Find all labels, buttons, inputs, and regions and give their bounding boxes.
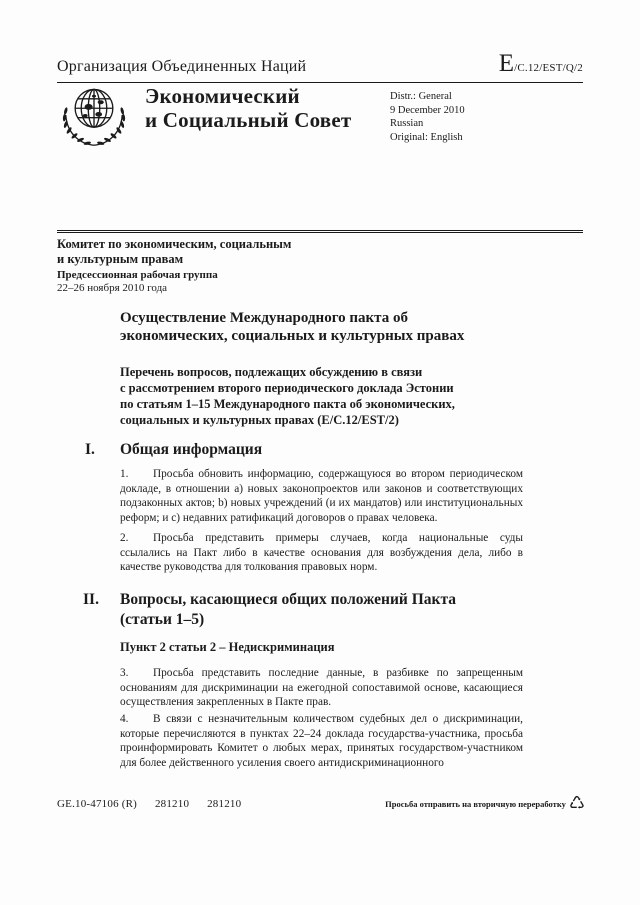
document-title [120, 310, 464, 345]
council-title-line2: и Социальный Совет [145, 108, 352, 132]
section-2-heading-line1: Вопросы, касающиеся общих положений Пакта [120, 591, 457, 608]
document-subtitle-line2: с рассмотрением второго периодического доклада Эстонии [120, 381, 454, 395]
committee-block [57, 237, 291, 295]
paragraph-3-number: 3. [120, 667, 129, 679]
organization-name: Организация Объединенных Наций [57, 58, 307, 75]
document-subtitle-line4: социальных и культурных правах (E/C.12/EST/2) [120, 413, 399, 427]
document-subtitle [120, 364, 455, 428]
distr-original: Original: English [390, 131, 463, 143]
ge-number: GE.10-47106 (R) [57, 798, 137, 810]
document-subtitle-line3: по статьям 1–15 Международного пакта об экономических, [120, 397, 455, 411]
recycle-note-text: Просьба отправить на вторичную переработку [385, 799, 566, 809]
paragraph-4 [120, 712, 523, 770]
distr-type: Distr.: General [390, 91, 452, 102]
footer-code-1: 281210 [154, 798, 190, 810]
paragraph-2-text: Просьба представить примеры случаев, когда национальные суды ссылались на Пакт либо в качестве основания для возбуждения дела, либо в качестве руководства для толкования правовых норм. [120, 532, 523, 574]
section-2-numeral: II. [83, 591, 99, 608]
paragraph-3 [120, 666, 523, 710]
paragraph-1 [120, 467, 523, 525]
section-1-numeral: I. [85, 441, 95, 458]
paragraph-2-number: 2. [120, 532, 129, 544]
distr-language: Russian [390, 118, 424, 129]
document-title-line2: экономических, социальных и культурных правах [120, 327, 465, 344]
distribution-block [390, 90, 465, 144]
paragraph-4-number: 4. [120, 713, 129, 725]
un-emblem-icon [57, 84, 131, 148]
council-title [145, 84, 351, 132]
paragraph-1-text: Просьба обновить информацию, содержащуюся во втором периодическом докладе, в отношении a) новых законопроектов или законов и соответствующих подзаконных актов; b) новых учреждений (и их мандатов) или институциональных реформ; и c) недавних ратификаций договоров о правах человека. [120, 468, 523, 524]
section-2-heading-text [120, 590, 456, 630]
footer-document-id [57, 798, 241, 810]
document-symbol-initial: E [498, 50, 515, 77]
paragraph-3-text: Просьба представить последние данные, в разбивке по запрещенным основаниям для дискриминации на ежегодной сопоставимой основе, касающиеся осуществления закрепленных в Пакте прав. [120, 667, 523, 709]
banner [57, 84, 583, 154]
document-symbol-rest: /C.12/EST/Q/2 [514, 62, 583, 74]
recycle-notice [385, 795, 585, 813]
page-footer [57, 795, 585, 813]
document-title-line1: Осуществление Международного пакта об [120, 310, 408, 326]
recycle-icon: ♺ [568, 793, 585, 814]
committee-name-line2: и культурным правам [57, 252, 184, 266]
section-2-heading [83, 590, 456, 630]
paragraph-4-text: В связи с незначительным количеством судебных дел о дискриминации, которые перечисляются в пунктах 22–24 доклада государства-участника, просьба проинформировать Комитет о любых мерах, принятых государством-участником для более действенного усиления своего антидискриминационного [120, 713, 523, 769]
article-2-subheading: Пункт 2 статьи 2 – Недискриминация [120, 640, 335, 654]
session-dates: 22–26 ноября 2010 года [57, 282, 168, 294]
section-1-heading [85, 440, 262, 460]
committee-name-line1: Комитет по экономическим, социальным [57, 237, 292, 251]
document-symbol [499, 50, 583, 78]
distr-date: 9 December 2010 [390, 104, 465, 116]
document-subtitle-line1: Перечень вопросов, подлежащих обсуждению в связи [120, 365, 423, 379]
paragraph-2 [120, 531, 523, 575]
section-2-heading-line2: (статьи 1–5) [120, 611, 205, 628]
working-group-label: Предсессионная рабочая группа [57, 269, 218, 281]
section-1-heading-text: Общая информация [120, 441, 263, 458]
header-divider [57, 230, 583, 233]
footer-code-2: 281210 [207, 798, 242, 810]
masthead [57, 50, 583, 83]
council-title-line1: Экономический [145, 84, 300, 108]
paragraph-1-number: 1. [120, 468, 129, 480]
